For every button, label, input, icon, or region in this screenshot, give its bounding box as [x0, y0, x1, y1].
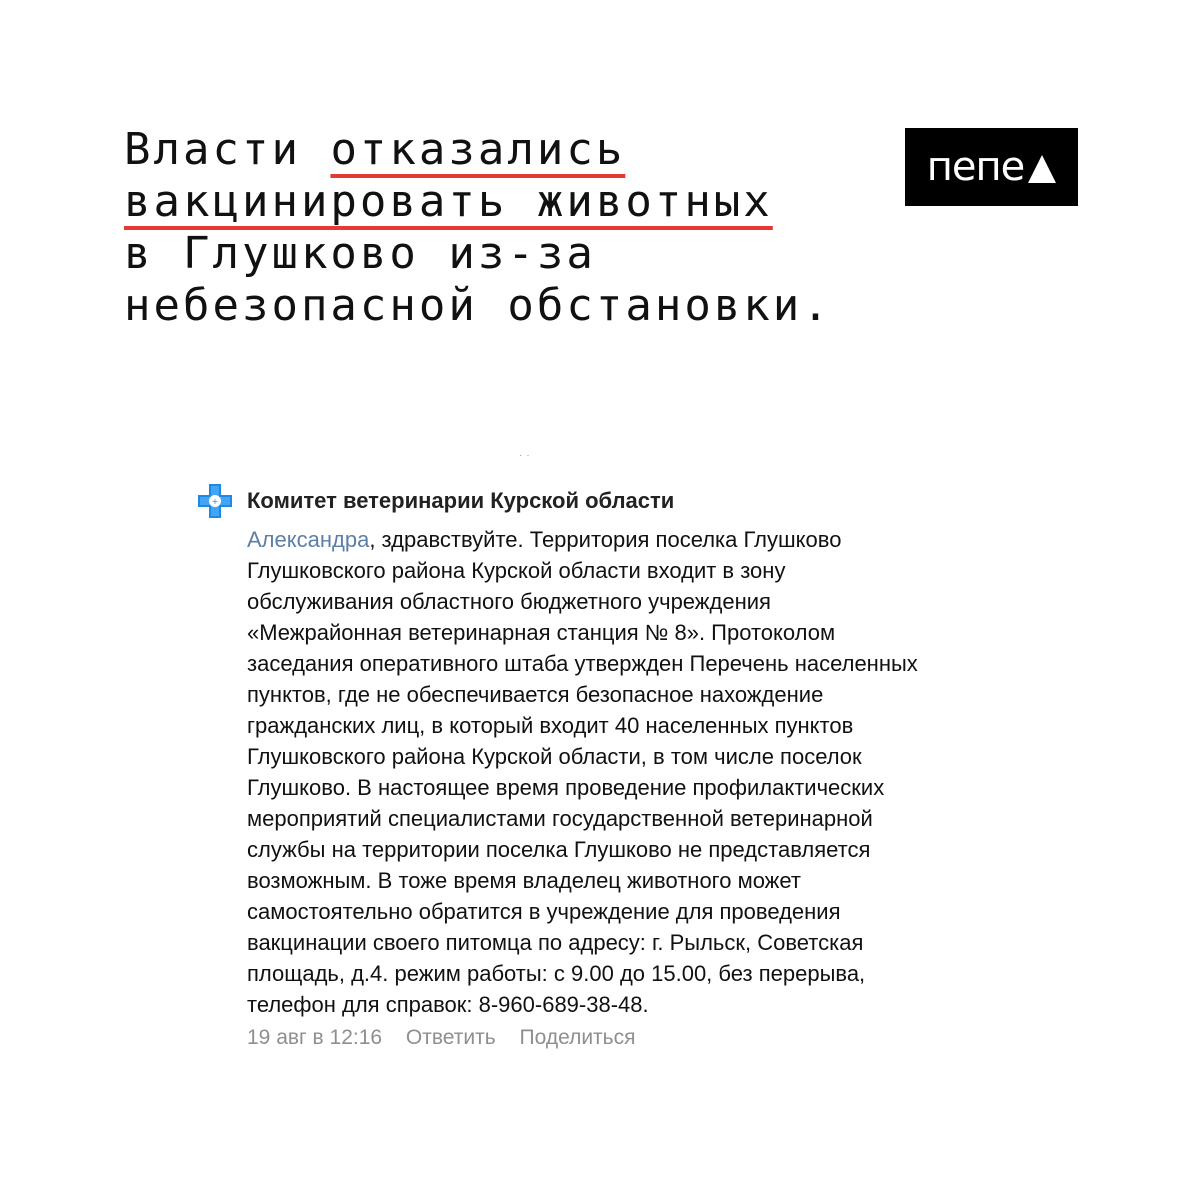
logo-text: пепе [926, 144, 1025, 190]
headline-line-3: в Глушково из-за [124, 228, 596, 279]
comment-footer [247, 1026, 654, 1050]
comment-line: гражданских лиц, в который входит 40 населенных пунктов [247, 713, 854, 738]
brand-logo [905, 128, 1078, 206]
comment-line: мероприятий специалистами государственной ветеринарной [247, 806, 873, 831]
separator-dots: ·· [519, 450, 534, 461]
reply-button[interactable]: Ответить [405, 1026, 496, 1049]
comment-author[interactable]: Комитет ветеринарии Курской области [247, 488, 675, 513]
comment-line: «Межрайонная ветеринарная станция № 8». Протоколом [247, 620, 836, 645]
svg-text:+: + [211, 497, 219, 506]
headline-line-4: небезопасной обстановки. [124, 280, 832, 331]
headline-line-2 [124, 176, 884, 228]
headline-text: Власти [124, 124, 331, 175]
comment-line: вакцинации своего питомца по адресу: г. Рыльск, Советская [247, 930, 864, 955]
comment-line: Глушковского района Курской области, в том числе поселок [247, 744, 862, 769]
comment-line: возможным. В тоже время владелец животного может [247, 868, 801, 893]
comment-timestamp[interactable]: 19 авг в 12:16 [247, 1026, 383, 1049]
comment-body [247, 524, 1047, 1020]
headline-line-1 [124, 124, 884, 176]
comment-line: площадь, д.4. режим работы: с 9.00 до 15.00, без перерыва, [247, 961, 866, 986]
comment-line [247, 524, 1047, 555]
headline [124, 124, 884, 332]
comment-line: заседания оперативного штаба утвержден Перечень населенных [247, 651, 918, 676]
comment-line: телефон для справок: 8-960-689-38-48. [247, 992, 649, 1017]
veterinary-cross-icon[interactable] [198, 484, 232, 518]
share-button[interactable]: Поделиться [519, 1026, 636, 1049]
comment-line: Глушково. В настоящее время проведение профилактических [247, 775, 885, 800]
headline-highlight: вакцинировать животных [124, 176, 773, 227]
comment-line: Глушковского района Курской области входит в зону [247, 558, 786, 583]
comment-line: обслуживания областного бюджетного учреждения [247, 589, 771, 614]
mention-link[interactable]: Александра [247, 527, 370, 552]
comment-line: пунктов, где не обеспечивается безопасное нахождение [247, 682, 824, 707]
logo-triangle-icon [1028, 155, 1056, 183]
headline-highlight: отказались [330, 124, 626, 175]
comment-line: службы на территории поселка Глушково не представляется [247, 837, 871, 862]
comment-text: , здравствуйте. Территория поселка Глушково [369, 527, 842, 552]
comment-line: самостоятельно обратится в учреждение для проведения [247, 899, 841, 924]
